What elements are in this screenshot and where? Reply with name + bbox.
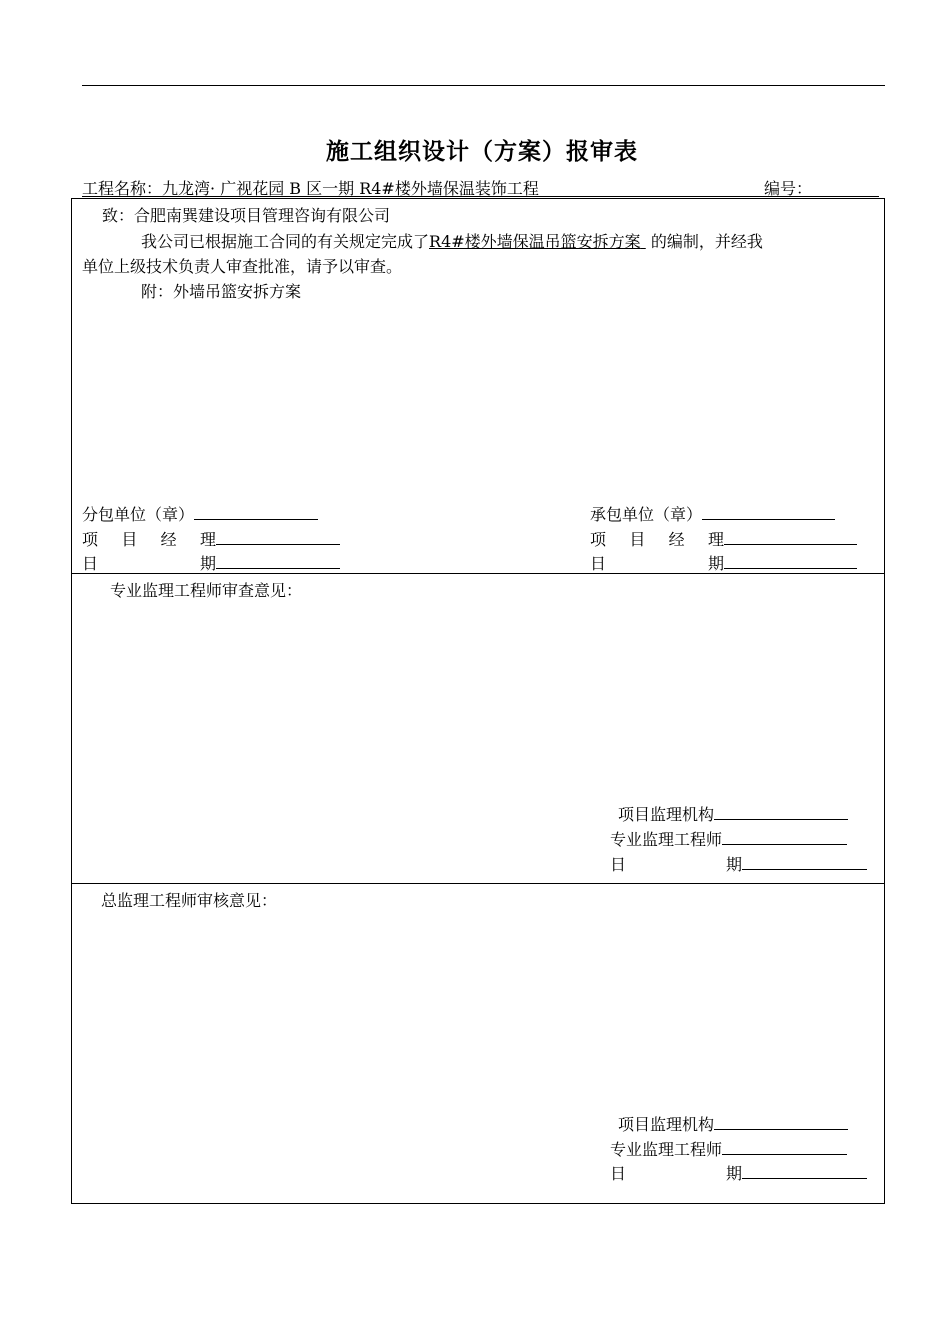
header-underline: [82, 196, 879, 197]
form-title: 施工组织设计（方案）报审表: [326, 138, 638, 165]
attachment: 附：外墙吊篮安拆方案: [141, 282, 302, 301]
supervision-engineer-blank-2: [722, 1139, 847, 1155]
subcontractor-unit-blank: [194, 504, 318, 520]
engineer-review-heading: 专业监理工程师审查意见：: [110, 581, 303, 600]
top-rule: [82, 85, 885, 86]
supervision-date-blank-1: [742, 854, 867, 870]
subcontractor-date-row: 日 期: [82, 551, 340, 574]
supervision-org-row-2: 项目监理机构: [618, 1112, 848, 1135]
contractor-unit-blank: [702, 504, 835, 520]
number-label: 编号：: [764, 179, 813, 198]
supervision-org-blank-1: [714, 804, 848, 820]
supervision-date-blank-2: [742, 1163, 867, 1179]
submission-text: 我公司已根据施工合同的有关规定完成了R4#楼外墙保温吊篮安拆方案 的编制，并经我: [141, 232, 763, 251]
project-name: 九龙湾· 广视花园 B 区一期 R4#楼外墙保温装饰工程: [162, 179, 539, 198]
form-table: [71, 198, 885, 1204]
supervision-engineer-row-2: 专业监理工程师: [610, 1137, 847, 1160]
subcontractor-manager-row: 项 目 经 理: [82, 527, 340, 550]
supervision-engineer-row-1: 专业监理工程师: [610, 827, 847, 850]
addressee: 致：合肥南巽建设项目管理咨询有限公司: [102, 206, 391, 225]
supervision-date-row-1: 日 期: [610, 852, 867, 875]
supervision-org-blank-2: [714, 1114, 848, 1130]
project-label: 工程名称：: [82, 179, 163, 198]
plan-name: R4#楼外墙保温吊篮安拆方案: [429, 232, 641, 251]
subcontractor-unit-row: 分包单位（章）: [82, 502, 318, 525]
submission-text-line2: 单位上级技术负责人审查批准，请予以审查。: [82, 257, 403, 276]
contractor-manager-blank: [724, 529, 857, 545]
supervision-org-row-1: 项目监理机构: [618, 802, 848, 825]
contractor-manager-row: 项 目 经 理: [590, 527, 857, 550]
contractor-date-row: 日 期: [590, 551, 857, 574]
chief-review-heading: 总监理工程师审核意见：: [101, 891, 278, 910]
contractor-date-blank: [724, 553, 857, 569]
supervision-date-row-2: 日 期: [610, 1161, 867, 1184]
supervision-engineer-blank-1: [722, 829, 847, 845]
subcontractor-manager-blank: [216, 529, 340, 545]
subcontractor-date-blank: [216, 553, 340, 569]
row-divider-2: [71, 883, 885, 884]
contractor-unit-row: 承包单位（章）: [590, 502, 835, 525]
